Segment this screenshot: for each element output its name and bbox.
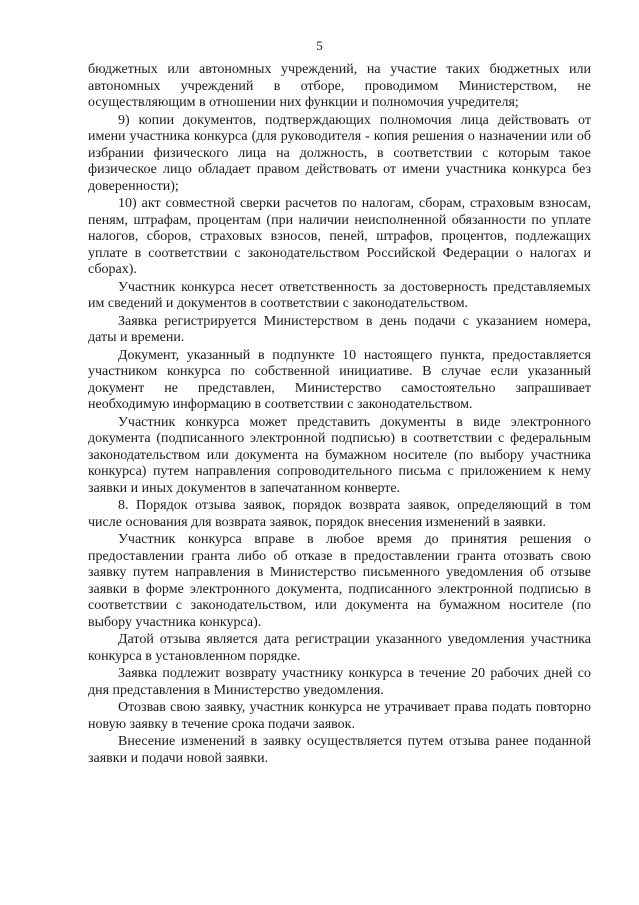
page-number: 5 [316, 38, 323, 53]
paragraph-registration: Заявка регистрируется Министерством в день подачи с указанием номера, даты и времени. [88, 313, 591, 345]
paragraph-section-8: 8. Порядок отзыва заявок, порядок возврата заявок, определяющий в том числе основания для возврата заявок, порядок внесения изменений в заявки. [88, 498, 591, 530]
document-body [88, 62, 591, 768]
paragraph-amendments: Внесение изменений в заявку осуществляется путем отзыва ранее поданной заявки и подачи новой заявки. [88, 734, 591, 766]
paragraph-item-10: 10) акт совместной сверки расчетов по налогам, сборам, страховым взносам, пеням, штрафам, процентам (при наличии неисполненной обязанности по уплате налогов, сборов, страховых взносов, пеней, штрафов, процентов, подлежащих уплате в соответствии с законодательством Российской Федерации о налогах и сборах). [88, 196, 591, 277]
paragraph-resubmission: Отозвав свою заявку, участник конкурса не утрачивает права подать повторно новую заявку в течение срока подачи заявок. [88, 700, 591, 732]
paragraph-item-9: 9) копии документов, подтверждающих полномочия лица действовать от имени участника конкурса (для руководителя - копия решения о назначении или об избрании физического лица на должность, в соответствии с которым такое физическое лицо обладает правом действовать от имени участника конкурса без доверенности); [88, 112, 591, 194]
paragraph-responsibility: Участник конкурса несет ответственность за достоверность представляемых им сведений и документов в соответствии с законодательством. [88, 279, 591, 311]
paragraph-return: Заявка подлежит возврату участнику конкурса в течение 20 рабочих дней со дня представления в Министерство уведомления. [88, 666, 591, 698]
paragraph-withdrawal-date: Датой отзыва является дата регистрации указанного уведомления участника конкурса в установленном порядке. [88, 632, 591, 664]
paragraph-withdrawal-right: Участник конкурса вправе в любое время до принятия решения о предоставлении гранта либо об отказе в предоставлении гранта отозвать свою заявку путем направления в Министерство письменного уведомления об отзыве заявки в форме электронного документа, подписанного электронной подписью в соответствии с законодательством, или документа на бумажном носителе (по выбору участника конкурса). [88, 532, 591, 630]
paragraph-document-initiative: Документ, указанный в подпункте 10 настоящего пункта, предоставляется участником конкурса по собственной инициативе. В случае если указанный документ не представлен, Министерство самостоятельно запрашивает необходимую информацию в соответствии с законодательством. [88, 347, 591, 412]
paragraph-electronic-submission: Участник конкурса может представить документы в виде электронного документа (подписанного электронной подписью) в соответствии с федеральным законодательством или документа на бумажном носителе (по выбору участника конкурса) путем направления сопроводительного письма с приложением к нему заявки и иных документов в запечатанном конверте. [88, 414, 591, 496]
paragraph-continuation: бюджетных или автономных учреждений, на участие таких бюджетных или автономных учреждений в отборе, проводимом Министерством, не осуществляющим в отношении них функции и полномочия учредителя; [88, 62, 591, 110]
